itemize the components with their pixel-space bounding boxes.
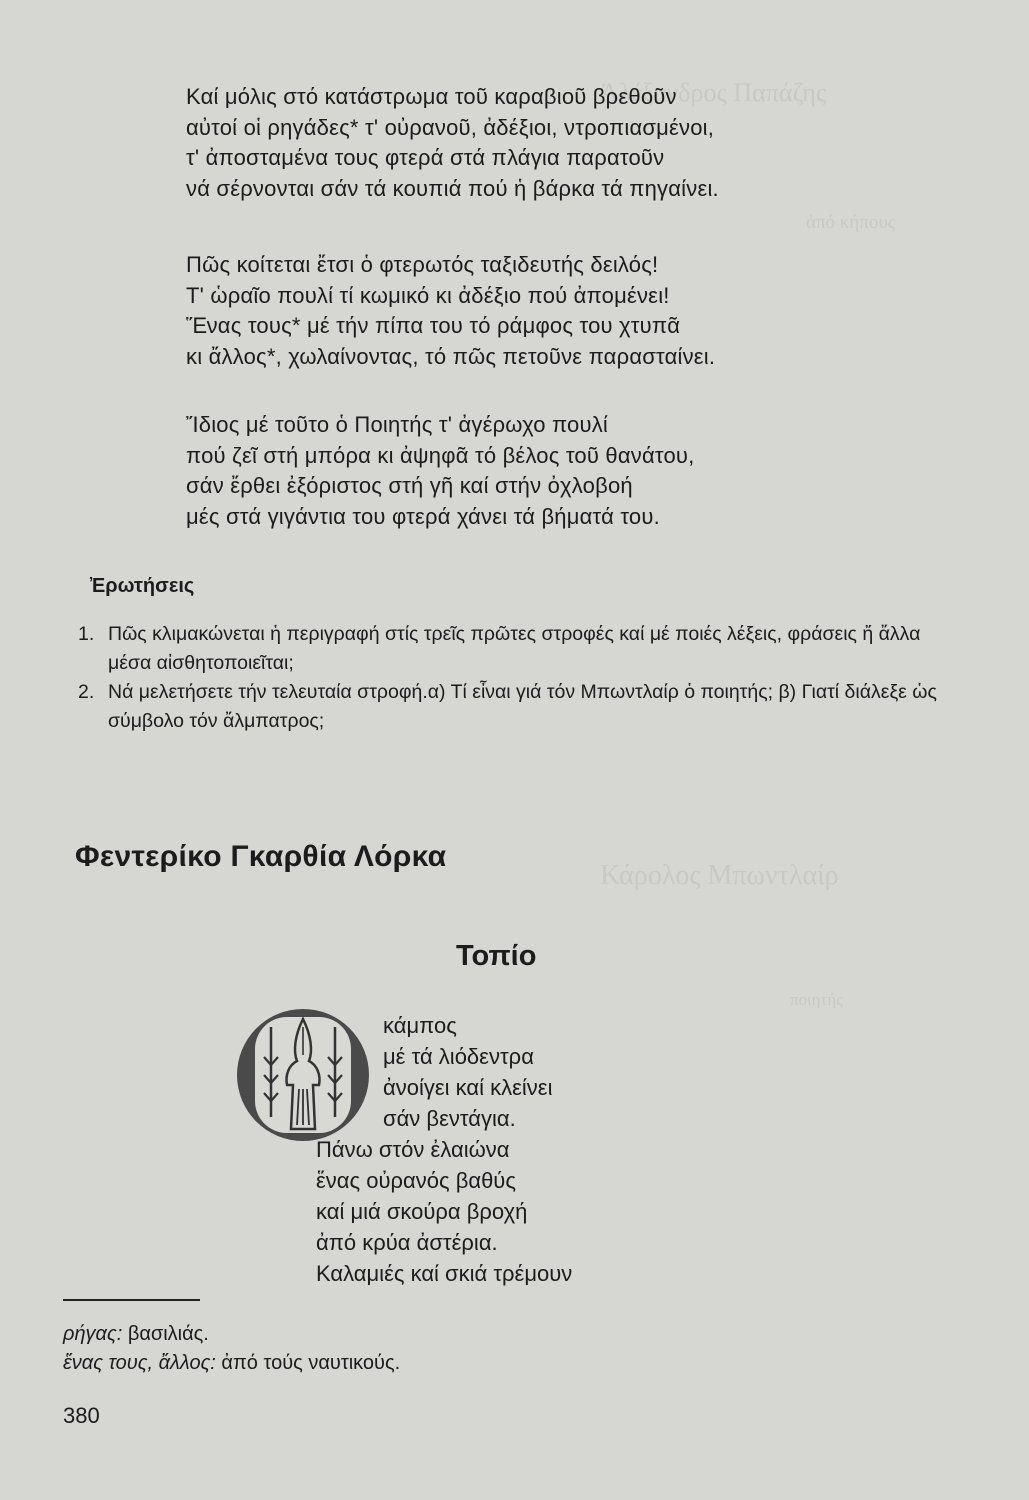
poem-line: Ἴδιος μέ τοῦτο ὁ Ποιητής τ' ἀγέρωχο πουλί — [186, 412, 608, 437]
poem-line: Τ' ὡραῖο πουλί τί κωμικό κι ἀδέξιο πού ἀπομένει! — [186, 282, 670, 308]
question-item — [78, 678, 948, 736]
question-item — [78, 620, 948, 678]
question-text: Πῶς κλιμακώνεται ἡ περιγραφή στίς τρεῖς πρῶτες στροφές καί μέ ποιές λέξεις, φράσεις ἤ ἄλλα μέσα αἰσθητοποιεῖται; — [108, 623, 921, 674]
footnote-term: ρήγας: — [63, 1323, 123, 1345]
poem-line: νά σέρνονται σάν τά κουπιά πού ἡ βάρκα τά πηγαίνει. — [186, 175, 719, 201]
footnote-divider — [63, 1299, 200, 1301]
poem-line: μέ τά λιόδεντρα — [383, 1044, 534, 1069]
poem-line: τ' ἀποσταμένα τους φτερά στά πλάγια παρατοῦν — [186, 145, 665, 170]
show-through-bleed: ἀπό κήπους — [806, 212, 896, 233]
question-number: 1. — [78, 623, 95, 645]
poem-line: σάν ἔρθει ἐξόριστος στή γῆ καί στήν ὀχλοβοή — [186, 473, 633, 498]
footnote — [63, 1349, 400, 1378]
poem-stanza-1 — [186, 82, 719, 204]
question-number: 2. — [78, 681, 95, 703]
show-through-bleed: Ἀλέξανδρος Παπάζης — [600, 78, 827, 107]
poem-title: Τοπίο — [456, 940, 537, 972]
poem-line: Καλαμιές καί σκιά τρέμουν — [316, 1261, 573, 1286]
poem-line: πού ζεῖ στή μπόρα κι ἀψηφᾶ τό βέλος τοῦ θανάτου, — [186, 442, 695, 468]
poem-line: καί μιά σκούρα βροχή — [316, 1199, 528, 1224]
footnote-term: ἕνας τους, ἄλλος: — [63, 1352, 216, 1374]
author-heading: Φεντερίκο Γκαρθία Λόρκα — [75, 840, 447, 873]
poem-line: Πάνω στόν ἐλαιώνα — [316, 1137, 510, 1162]
poem-line: σάν βεντάγια. — [383, 1106, 516, 1131]
questions-list — [78, 620, 948, 736]
poem-line: μές στά γιγάντια του φτερά χάνει τά βήματά του. — [186, 503, 660, 529]
footnote-definition: ἀπό τούς ναυτικούς. — [221, 1352, 401, 1374]
olive-tree-figure-emblem-icon — [233, 1005, 373, 1145]
poem-line: κι ἄλλος*, χωλαίνοντας, τό πῶς πετοῦνε παρασταίνει. — [186, 343, 716, 369]
poem-line: ἕνας οὐρανός βαθύς — [316, 1168, 516, 1193]
poem-block-first — [383, 1010, 553, 1134]
poem-line: Καί μόλις στό κατάστρωμα τοῦ καραβιοῦ βρεθοῦν — [186, 84, 677, 109]
question-text: Νά μελετήσετε τήν τελευταία στροφή.α) Τί εἶναι γιά τόν Μπωντλαίρ ὁ ποιητής; β) Γιατί διάλεξε ὡς σύμβολο τόν ἄλμπατρος; — [108, 681, 937, 732]
poem-stanza-2 — [186, 250, 715, 372]
questions-heading: Ἐρωτήσεις — [90, 575, 195, 597]
footnote — [63, 1320, 400, 1349]
show-through-bleed: ποιητής — [790, 990, 844, 1009]
poem-line: Πῶς κοίτεται ἔτσι ὁ φτερωτός ταξιδευτής δειλός! — [186, 252, 659, 277]
footnote-definition: βασιλιάς. — [127, 1323, 209, 1345]
poem-stanza-3 — [186, 410, 694, 532]
footnotes — [63, 1320, 400, 1378]
poem-line: κάμπος — [383, 1013, 457, 1038]
poem-line: Ἕνας τους* μέ τήν πίπα του τό ράμφος του χτυπᾶ — [186, 313, 681, 338]
poem-line: αὐτοί οἱ ρηγάδες* τ' οὐρανοῦ, ἀδέξιοι, ντροπιασμένοι, — [186, 114, 715, 140]
show-through-bleed: Κάρολος Μπωντλαίρ — [600, 860, 839, 891]
page-number: 380 — [63, 1403, 100, 1428]
poem-line: ἀνοίγει καί κλείνει — [383, 1075, 553, 1100]
poem-block-second — [316, 1134, 572, 1289]
poem-line: ἀπό κρύα ἀστέρια. — [316, 1230, 498, 1255]
